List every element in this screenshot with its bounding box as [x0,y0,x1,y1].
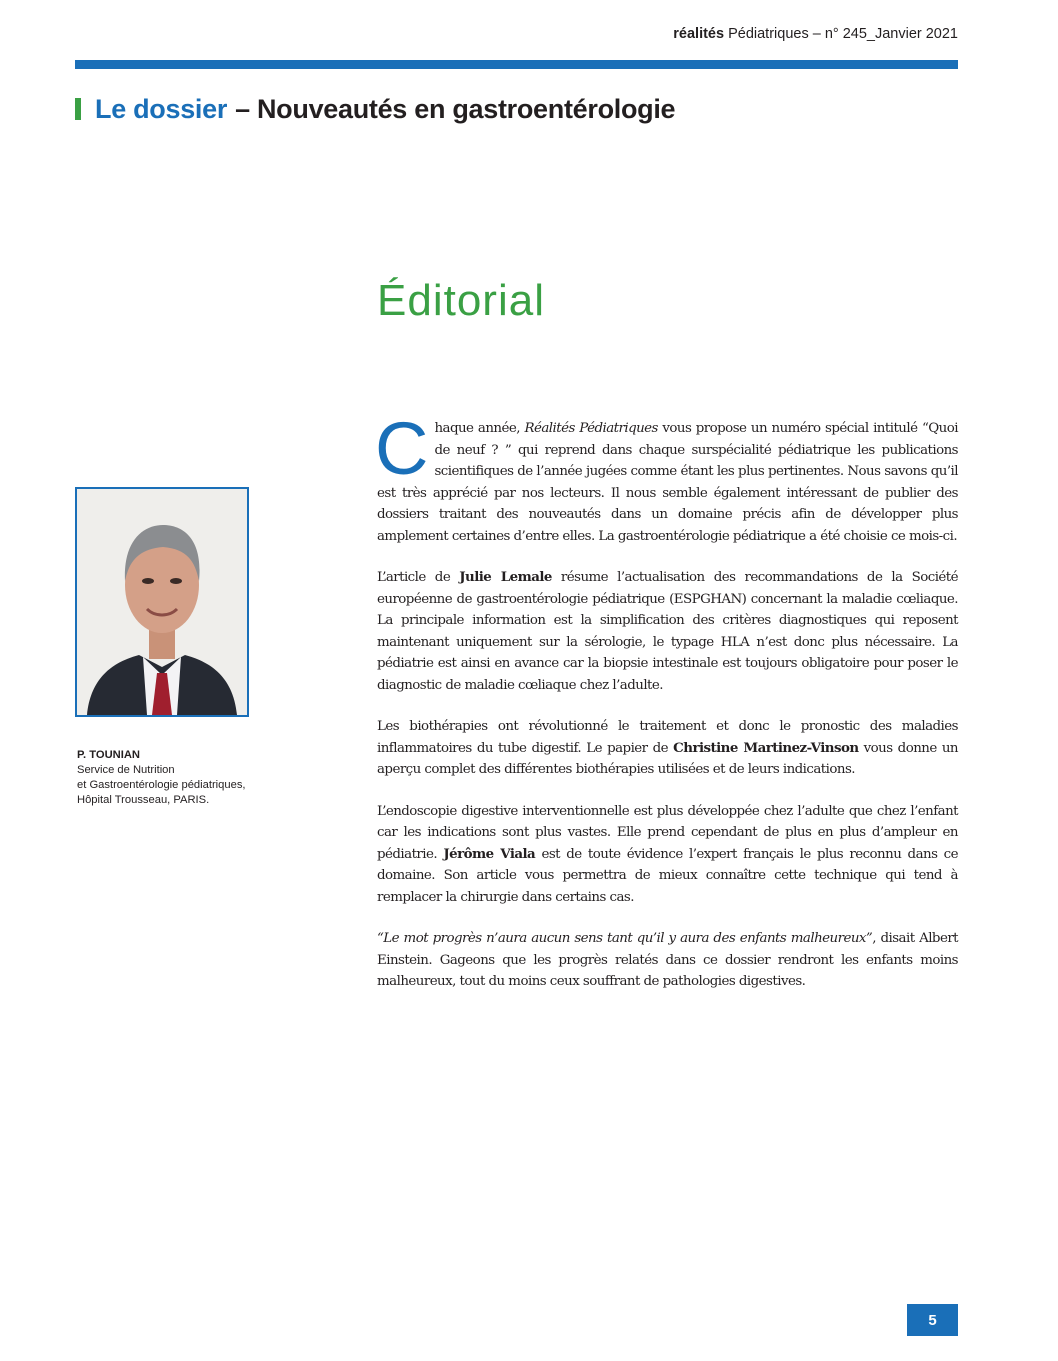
article-paragraph [377,928,958,993]
article-paragraph [377,567,958,696]
journal-name-italic: Réalités Pédiatriques [524,421,658,436]
text-run: , disait Albert Einstein. Gageons que les progrès relatés dans ce dossier rendront les enfants moins malheureux, tout du moins ceux souffrant de pathologies digestives. [377,931,959,989]
section-kicker: Le dossier [95,93,228,124]
journal-running-header [673,26,958,42]
author-mention: Julie Lemale [459,569,552,585]
author-name: P. TOUNIAN [77,749,140,761]
section-title [75,92,675,126]
text-run: vous donne un aperçu complet des différentes biothérapies utilisées et de leurs indications. [377,740,959,777]
page-title: Éditorial [377,276,545,325]
text-run: vous propose un numéro spécial intitulé “Quoi de neuf ? ” qui reprend dans chaque surspécialité pédiatrique les publications scientifiques de l’année jugées comme étant les plus pertinentes. Nous savons qu’il est très apprécié par nos lecteurs. Il nous semble également intéressant de publier des dossiers traitant des nouveautés dans un domaine précis afin de développer plus amplement certaines d’entre elles. La gastroentérologie pédiatrique a été choisie ce mois-ci. [377,421,958,544]
text-run: L’article de [377,570,460,585]
author-portrait [75,487,249,717]
journal-brand: réalités [673,26,725,42]
author-affiliation-line: Service de Nutrition [77,764,175,776]
author-mention: Christine Martinez-Vinson [673,739,859,756]
journal-issue: Pédiatriques – n° 245_Janvier 2021 [728,26,958,42]
page-number: 5 [907,1304,958,1336]
author-mention: Jérôme Viala [443,845,536,862]
author-block [77,748,297,808]
author-affiliation-line: Hôpital Trousseau, PARIS. [77,794,210,806]
article-body [375,407,959,1013]
text-run: est de toute évidence l’expert français le plus reconnu dans ce domaine. Son article vous permettra de mieux connaître cette technique qui tend à remplacer la chirurgie dans certains cas. [377,846,958,905]
author-affiliation-line: et Gastroentérologie pédiatriques, [77,779,246,791]
text-run: résume l’actualisation des recommandations de la Société européenne de gastroentérologie pédiatrique (ESPGHAN) concernant la maladie cœliaque. La principale information est la simplification des critères diagnostiques qui reposent maintenant uniquement sur la sérologie, le typage HLA n’est donc plus nécessaire. La pédiatrie est ainsi en avance car la biopsie intestinale est toujours obligatoire pour poser le diagnostic de maladie cœliaque chez l’adulte. [377,570,959,693]
section-title-text: – Nouveautés en gastroentérologie [235,93,676,124]
quote-italic: “Le mot progrès n’aura aucun sens tant qu’il y aura des enfants malheureux” [377,931,873,946]
section-marker-bar [75,98,81,120]
article-paragraph [377,716,958,781]
text-run: haque année, [434,421,525,436]
drop-cap: C [375,407,429,490]
article-paragraph [375,407,958,547]
text-run: L’endoscopie digestive interventionnelle est plus développée chez l’adulte que chez l’enfant car les indications sont plus vastes. Elle prend cependant de plus en plus d’ampleur en pédiatrie. [377,803,958,862]
header-rule [75,60,958,69]
text-run: Les biothérapies ont révolutionné le traitement et donc le pronostic des maladies inflammatoires du tube digestif. Le papier de [377,719,958,756]
article-paragraph [377,801,958,909]
author-photo-illustration [77,489,247,715]
